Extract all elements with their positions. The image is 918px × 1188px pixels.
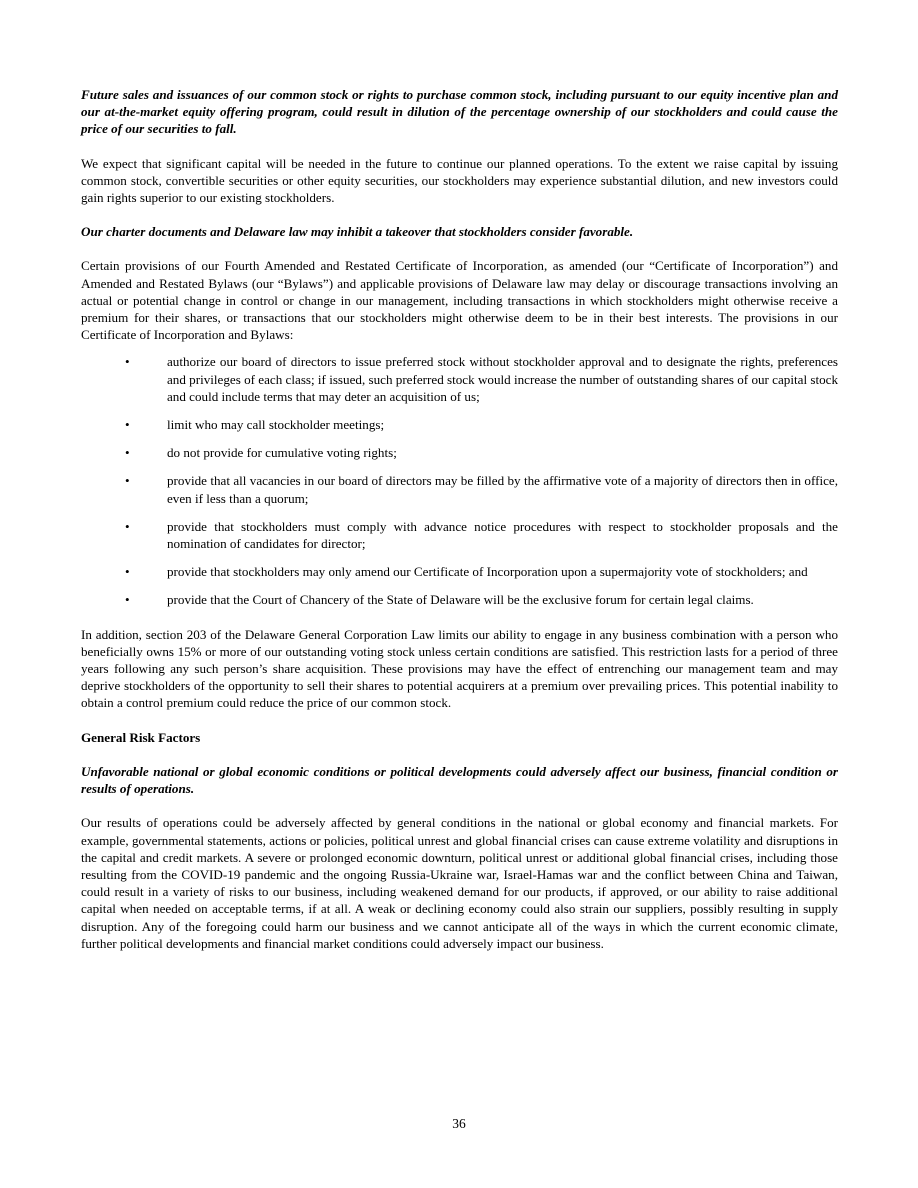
bullet-icon: • — [125, 592, 130, 608]
bullet-icon: • — [125, 354, 130, 370]
list-item-text: do not provide for cumulative voting rights; — [167, 445, 397, 461]
list-item-text: provide that stockholders must comply with advance notice procedures with respect to stockholder proposals and the nomination of candidates for director; — [167, 518, 838, 552]
bullet-icon: • — [125, 445, 130, 461]
list-item-text: provide that all vacancies in our board of directors may be filled by the affirmative vote of a majority of directors then in office, even if less than a quorum; — [167, 473, 838, 506]
list-item-text: provide that the Court of Chancery of the State of Delaware will be the exclusive forum for certain legal claims. — [167, 592, 754, 608]
bullet-icon: • — [125, 518, 130, 534]
paragraph-dilution: We expect that significant capital will be needed in the future to continue our planned operations. To the extent we raise capital by issuing common stock, convertible securities or other equity securities, our stockholders may experience substantial dilution, and new investors could gain rights superior to our existing stockholders. — [81, 155, 838, 206]
list-item — [81, 591, 838, 608]
paragraph-section-203: In addition, section 203 of the Delaware General Corporation Law limits our ability to engage in any business combination with a person who beneficially owns 15% or more of our outstanding voting stock unless certain conditions are satisfied. This restriction lasts for a period of three years following any such person’s share acquisition. These provisions may have the effect of entrenching our management team and may deprive stockholders of the opportunity to sell their shares to potential acquirers at a premium over prevailing prices. This potential inability to obtain a control premium could reduce the price of our common stock. — [81, 626, 838, 711]
provisions-list — [81, 353, 838, 608]
risk-heading-dilution: Future sales and issuances of our common stock or rights to purchase common stock, including pursuant to our equity incentive plan and our at-the-market equity offering program, could result in dilution of the percentage ownership of our stockholders and could cause the price of our securities to fall. — [81, 87, 838, 137]
risk-heading-takeover: Our charter documents and Delaware law may inhibit a takeover that stockholders consider favorable. — [81, 224, 634, 240]
bullet-icon: • — [125, 564, 130, 580]
list-item — [81, 353, 838, 405]
list-item-text: authorize our board of directors to issue preferred stock without stockholder approval and to designate the rights, preferences and privileges of each class; if issued, such preferred stock would increase the number of outstanding shares of our capital stock and could include terms that may deter an acquisition of us; — [167, 354, 838, 404]
bullet-icon: • — [125, 473, 130, 489]
risk-heading-economic: Unfavorable national or global economic conditions or political developments could adversely affect our business, financial condition or results of operations. — [81, 763, 838, 797]
list-item — [81, 472, 838, 506]
list-item-text: limit who may call stockholder meetings; — [167, 417, 385, 433]
paragraph-economic-conditions: Our results of operations could be adversely affected by general conditions in the national or global economy and financial markets. For example, governmental statements, actions or policies, political unrest and global financial crises can cause extreme volatility and disruptions in the capital and credit markets. A severe or prolonged economic downturn, political unrest or additional global financial crises, including those resulting from the COVID-19 pandemic and the ongoing Russia-Ukraine war, Israel-Hamas war and the conflict between China and Taiwan, could result in a variety of risks to our business, including weakened demand for our products, if approved, or our ability to raise additional capital when needed on acceptable terms, if at all. A weak or declining economy could also strain our suppliers, possibly resulting in supply disruption. Any of the foregoing could harm our business and we cannot anticipate all of the ways in which the current economic climate, further political developments and financial market conditions could adversely impact our business. — [81, 815, 838, 951]
bullet-icon: • — [125, 417, 130, 433]
section-heading-general-risk: General Risk Factors — [81, 729, 201, 745]
paragraph-charter-provisions: Certain provisions of our Fourth Amended and Restated Certificate of Incorporation, as amended (our “Certificate of Incorporation”) and Amended and Restated Bylaws (our “Bylaws”) and applicable provisions of Delaware law may delay or discourage transactions involving an actual or potential change in control or change in our management, including transactions in which stockholders might otherwise receive a premium for their shares, or transactions that our stockholders might otherwise deem to be in their best interests. The provisions in our Certificate of Incorporation and Bylaws: — [81, 258, 838, 343]
document-page — [81, 86, 838, 952]
list-item — [81, 563, 838, 580]
list-item — [81, 518, 838, 552]
list-item-text: provide that stockholders may only amend our Certificate of Incorporation upon a supermajority vote of stockholders; and — [167, 564, 808, 580]
page-number: 36 — [452, 1116, 466, 1131]
list-item — [81, 416, 838, 433]
list-item — [81, 444, 838, 461]
